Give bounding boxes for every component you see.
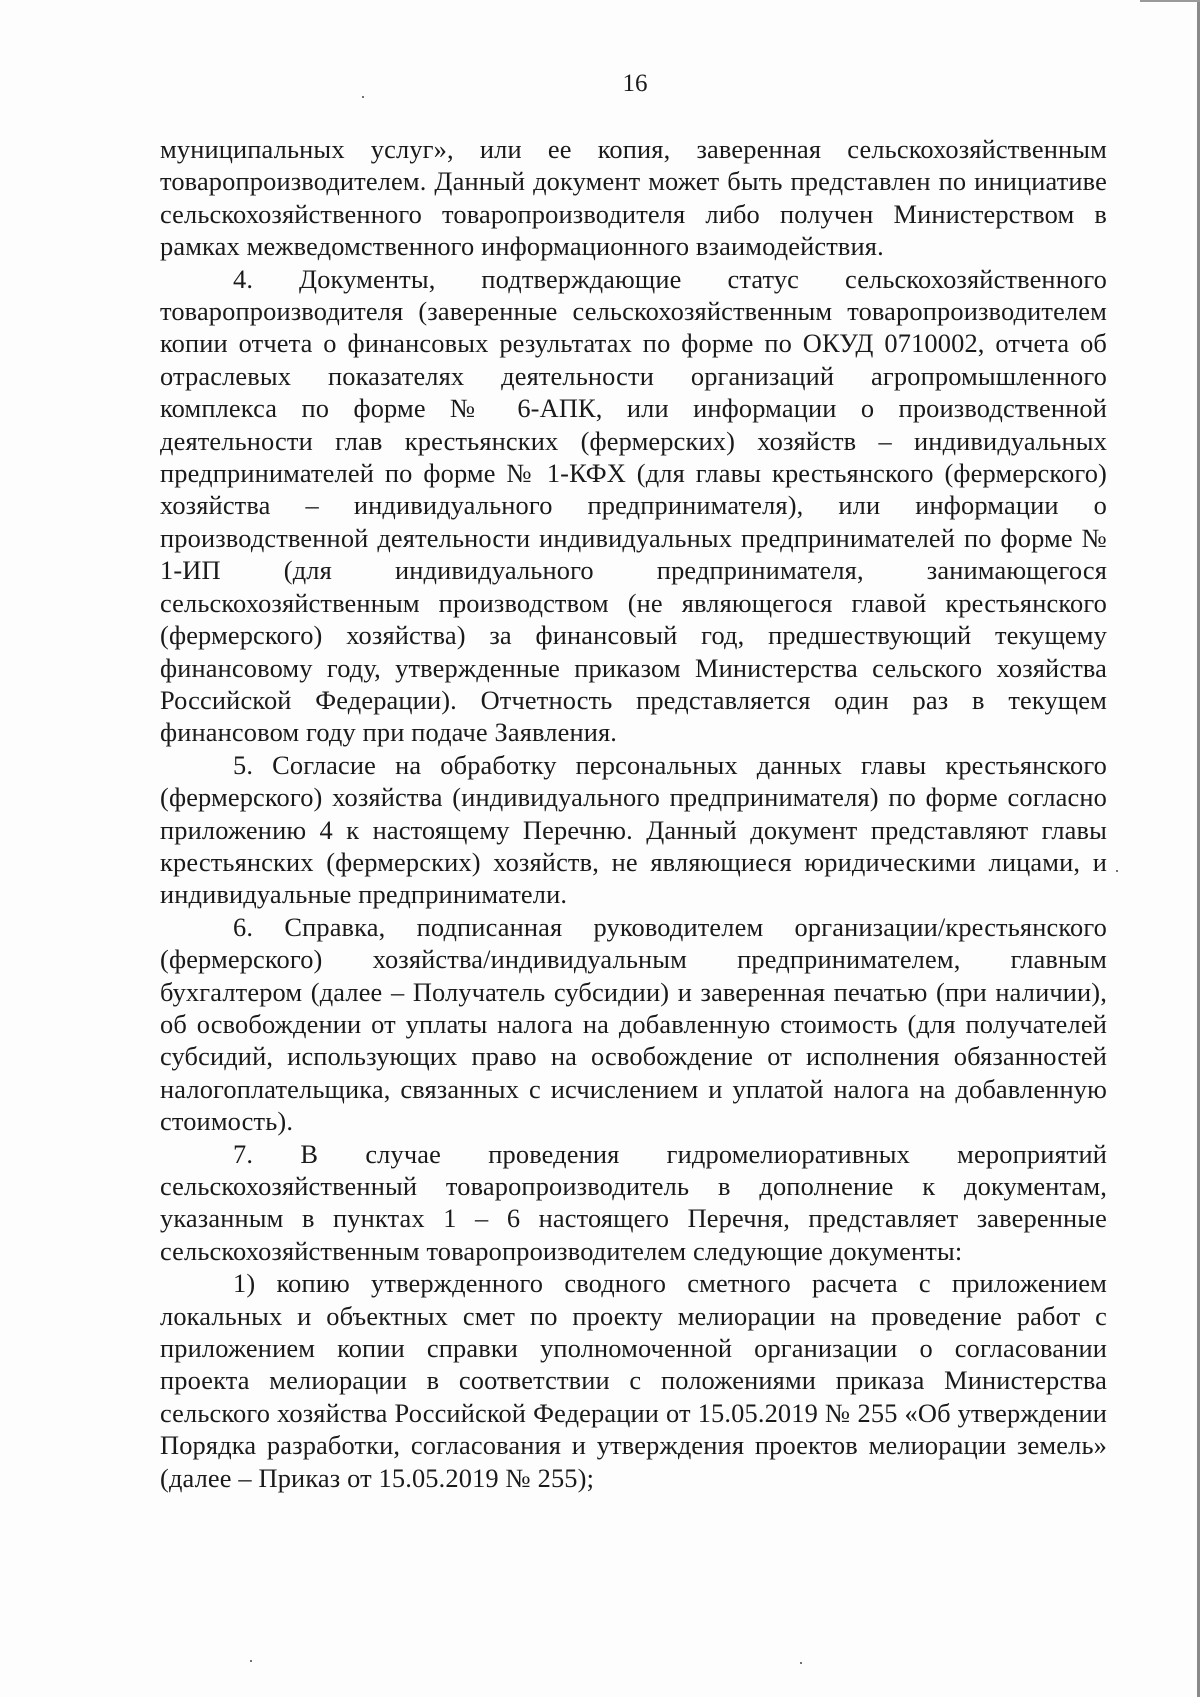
paragraph-continuation: муниципальных услуг», или ее копия, заверенная сельскохозяйственным товаропроизводителем. Данный документ может быть представлен по инициативе сельскохозяйственного товаропроизводителя либо получен Министерством в рамках межведомственного информационного взаимодействия. [160,134,1107,262]
paragraph-item-4: 4. Документы, подтверждающие статус сельскохозяйственного товаропроизводителя (заверенные сельскохозяйственным товаропроизводителем копии отчета о финансовых результатах по форме по ОКУД 0710002, отчета об отраслевых показателях деятельности организаций агропромышленного комплекса по форме № 6-АПК, или информации о производственной деятельности глав крестьянских (фермерских) хозяйств – индивидуальных предпринимателей по форме № 1-КФХ (для главы крестьянского (фермерского) хозяйства – индивидуального предпринимателя), или информации о производственной деятельности индивидуальных предпринимателей по форме № 1-ИП (для индивидуального предпринимателя, занимающегося сельскохозяйственным производством (не являющегося главой крестьянского (фермерского) хозяйства) за финансовый год, предшествующий текущему финансовому году, утвержденные приказом Министерства сельского хозяйства Российской Федерации). Отчетность представляется один раз в текущем финансовом году при подаче Заявления. [160,263,1107,748]
paragraph-item-6: 6. Справка, подписанная руководителем организации/крестьянского (фермерского) хозяйства/индивидуальным предпринимателем, главным бухгалтером (далее – Получатель субсидии) и заверенная печатью (при наличии), об освобождении от уплаты налога на добавленную стоимость (для получателей субсидий, использующих право на освобождение от исполнения обязанностей налогоплательщика, связанных с исчислением и уплатой налога на добавленную стоимость). [160,911,1107,1137]
scan-speck [250,1660,252,1662]
scan-speck [800,1662,802,1664]
paragraph-subitem-7-1: 1) копию утвержденного сводного сметного расчета с приложением локальных и объектных смет по проекту мелиорации на проведение работ с приложением копии справки уполномоченной организации о согласовании проекта мелиорации в соответствии с положениями приказа Министерства сельского хозяйства Российской Федерации от 15.05.2019 № 255 «Об утверждении Порядка разработки, согласования и утверждения проектов мелиорации земель» (далее – Приказ от 15.05.2019 № 255); [160,1268,1107,1493]
page-number: 16 [622,70,648,97]
body-text [160,133,1107,1494]
scan-speck [362,96,364,98]
scan-speck [1116,870,1118,872]
paragraph-item-7: 7. В случае проведения гидромелиоративных мероприятий сельскохозяйственный товаропроизводитель в дополнение к документам, указанным в пунктах 1 – 6 настоящего Перечня, представляет заверенные сельскохозяйственным товаропроизводителем следующие документы: [160,1138,1107,1266]
paragraph-item-5: 5. Согласие на обработку персональных данных главы крестьянского (фермерского) хозяйства (индивидуального предпринимателя) по форме согласно приложению 4 к настоящему Перечню. Данный документ представляют главы крестьянских (фермерских) хозяйств, не являющиеся юридическими лицами, и индивидуальные предприниматели. [160,749,1107,910]
page-edge-top [1140,0,1200,2]
